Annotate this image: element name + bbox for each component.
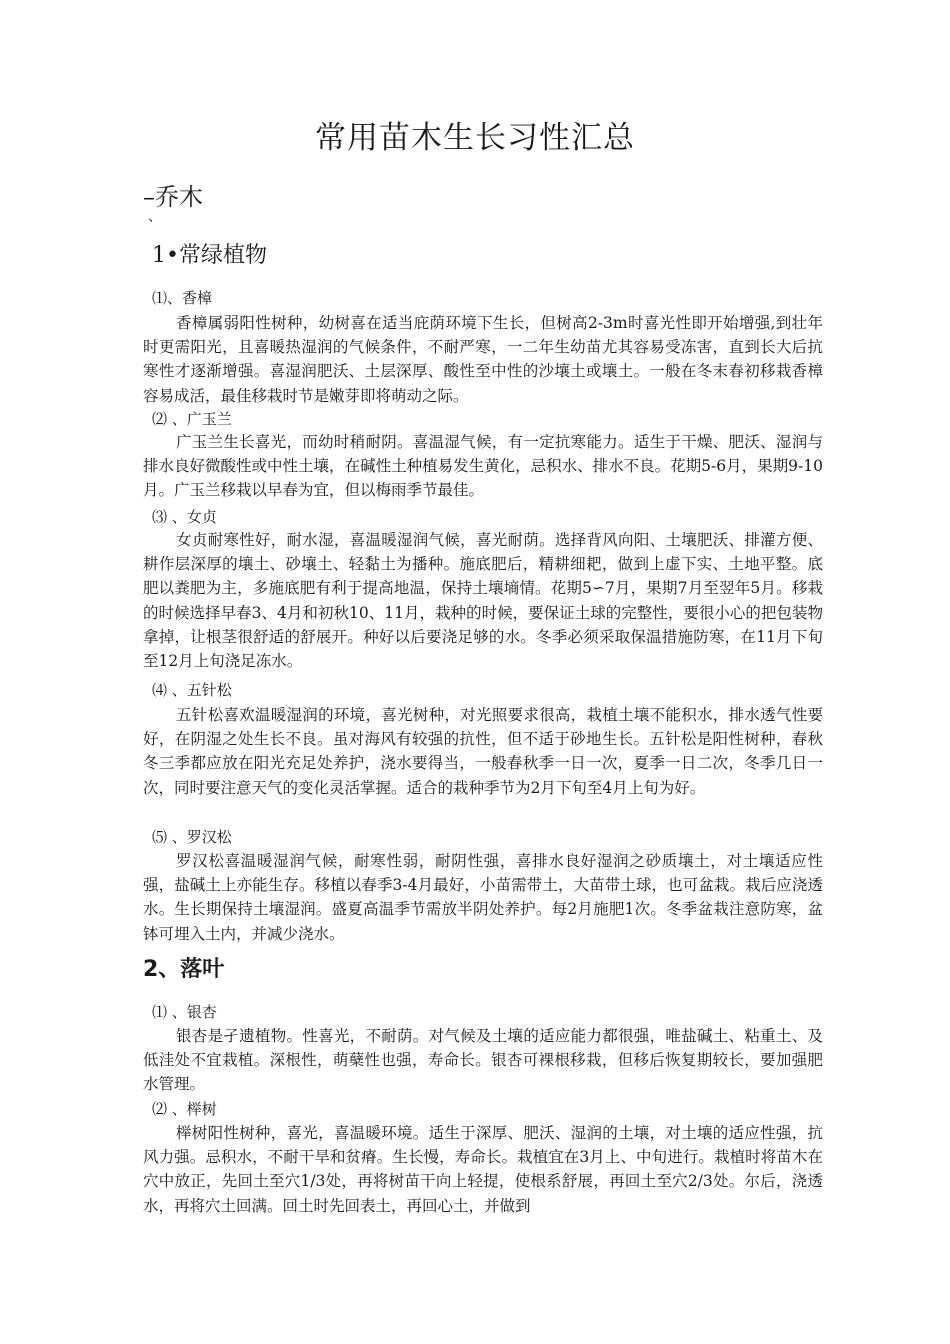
item-text-privet: 女贞耐寒性好，耐水湿，喜温暖湿润气候，喜光耐荫。选择背风向阳、土壤肥沃、排灌方便、耕作层深厚的壤土、砂壤土、轻黏土为播种。施底肥后，精耕细耙，做到上虚下实、土地平整。底肥以粪肥为主，多施底肥有利于提高地温，保持土壤墒情。花期5∽7月，果期7月至翌年5月。移栽的时候选择早春3、4月和初秋10、11月，栽种的时候，要保证土球的完整性，要很小心的把包装物拿掉，让根茎很舒适的舒展开。种好以后要浇足够的水。冬季必须采取保温措施防寒，在11月下旬至12月上旬浇足冻水。 (143, 531, 823, 671)
item-text-zelkova: 榉树阳性树种，喜光，喜温暖环境。适生于深厚、肥沃、湿润的土壤，对土壤的适应性强，抗风力强。忌积水，不耐干旱和贫瘠。生长慢，寿命长。栽植宜在3月上、中旬进行。栽植时将苗木在穴中放正，先回土至穴1/3处，再将树苗干向上轻提，使根系舒展，再回土至穴2/3处。尔后，浇透水，再将穴土回满。回土时先回表土，再回心土，并做到 (143, 1124, 823, 1215)
subsection-heading-evergreen: 1•常绿植物 (152, 243, 267, 268)
item-text-camphor: 香樟属弱阳性树种，幼树喜在适当庇荫环境下生长，但树高2-3m时喜光性即开始增强,到壮年时更需阳光，且喜暖热湿润的气候条件，不耐严寒，一二年生幼苗尤其容易受冻害，直到长大后抗寒性才逐渐增强。喜湿润肥沃、土层深厚、酸性至中性的沙壤土或壤土。一般在冬末春初移栽香樟容易成活，最佳移栽时节是嫩芽即将萌动之际。 (143, 314, 823, 405)
item-label-magnolia: ⑵ 、广玉兰 (152, 410, 232, 428)
item-text-magnolia: 广玉兰生长喜光，而幼时稍耐阴。喜温湿气候，有一定抗寒能力。适生于干燥、肥沃、湿润与排水良好微酸性或中性土壤，在碱性土种植易发生黄化，忌积水、排水不良。花期5-6月，果期9-10月。广玉兰移栽以早春为宜，但以梅雨季节最佳。 (143, 433, 823, 500)
item-label-camphor: ⑴、香樟 (152, 289, 213, 307)
item-text-podocarpus: 罗汉松喜温暖湿润气候，耐寒性弱，耐阴性强，喜排水良好湿润之砂质壤土，对土壤适应性强，盐碱土上亦能生存。移植以春季3-4月最好，小苗需带土，大苗带土球，也可盆栽。栽后应浇透水。生长期保持土壤湿润。盛夏高温季节需放半阴处养护。每2月施肥1次。冬季盆栽注意防寒，盆钵可埋入土内，并减少浇水。 (143, 852, 823, 943)
page-title: 常用苗木生长习性汇总 (315, 120, 635, 156)
section-heading-mark: 、 (148, 209, 162, 225)
item-label-five-needle-pine: ⑷ 、五针松 (152, 681, 232, 699)
item-text-five-needle-pine: 五针松喜欢温暖湿润的环境，喜光树种，对光照要求很高，栽植土壤不能积水，排水透气性要好，在阴湿之处生长不良。虽对海风有较强的抗性，但不适于砂地生长。五针松是阳性树种，春秋冬三季都应放在阳光充足处养护，浇水要得当，一般春秋季一日一次，夏季一日二次，冬季几日一次，同时要注意天气的变化灵活掌握。适合的栽种季节为2月下旬至4月上旬为好。 (143, 706, 823, 797)
subsection-heading-deciduous: 2、落叶 (143, 957, 225, 982)
item-label-privet: ⑶ 、女贞 (152, 508, 217, 526)
item-label-ginkgo: ⑴ 、银杏 (152, 1003, 217, 1021)
item-text-ginkgo: 银杏是孑遗植物。性喜光，不耐荫。对气候及土壤的适应能力都很强，唯盐碱土、粘重土、及低洼处不宜栽植。深根性，萌蘖性也强，寿命长。银杏可裸根移栽，但移后恢复期较长，要加强肥水管理。 (143, 1027, 823, 1094)
item-label-zelkova: ⑵ 、榉树 (152, 1100, 217, 1118)
item-label-podocarpus: ⑸ 、罗汉松 (152, 828, 232, 846)
section-heading-trees: –乔木 (143, 183, 203, 211)
